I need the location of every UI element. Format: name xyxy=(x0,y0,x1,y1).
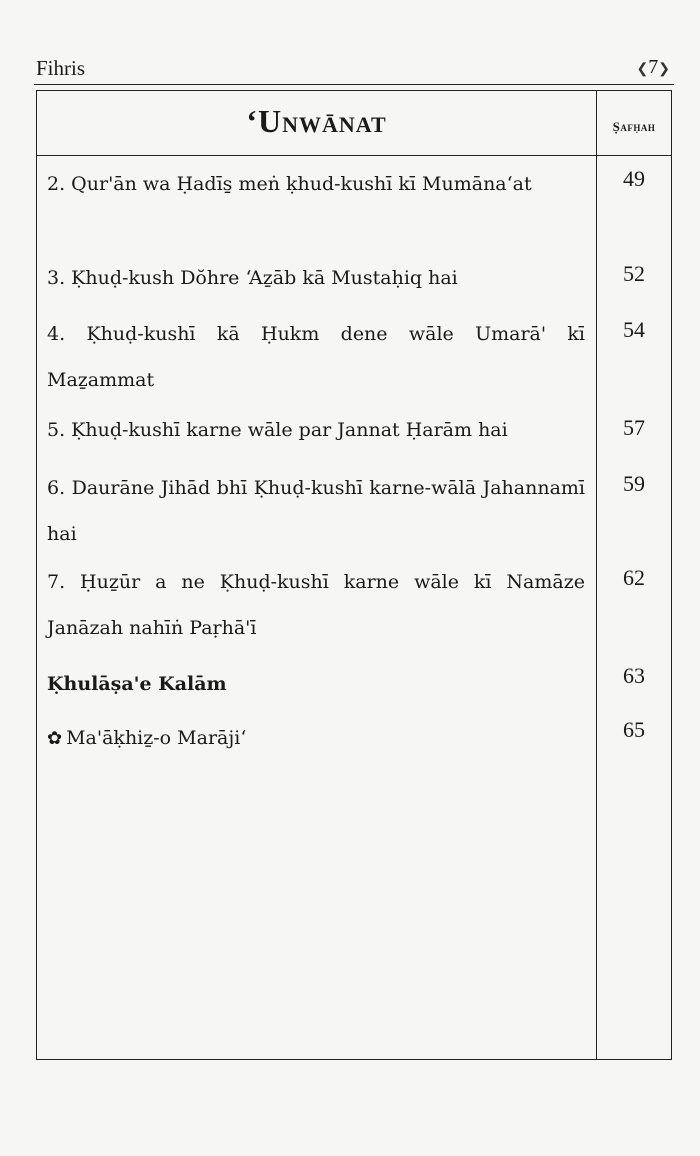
ornament-right-icon: ❯ xyxy=(658,62,670,77)
page-number-value: 7 xyxy=(648,56,659,78)
header-row-divider xyxy=(37,155,671,156)
flower-icon: ✿ xyxy=(47,728,63,749)
toc-entry-page: 62 xyxy=(623,565,645,590)
column-header-page: Ṣafḥah xyxy=(612,119,656,134)
toc-entry-title: 3. Ḳhuḍ-kush Dŏhre ʻAẕāb kā Mustaḥiq hai xyxy=(47,267,458,289)
toc-entry-page: 52 xyxy=(623,261,645,286)
toc-entry-page: 65 xyxy=(623,717,645,742)
toc-entry-title: 6. Daurāne Jihād bhī Ḳhuḍ-kushī karne-wālā Jahannamī hai xyxy=(47,477,585,545)
toc-entry-title: 2. Qur'ān wa Ḥadīs̱ meṅ ḳhud-kushī kī Mumānaʻat xyxy=(47,173,532,195)
column-header-topics: ʻUnwānat xyxy=(246,103,387,139)
ornament-left-icon: ❮ xyxy=(636,62,649,77)
table-of-contents xyxy=(36,90,672,1060)
toc-entry-label: Ma'āḳhiẕ-o Marājiʻ xyxy=(66,727,247,749)
toc-entry-page: 57 xyxy=(623,415,645,440)
toc-entry-page: 59 xyxy=(623,471,645,496)
toc-entry-page: 49 xyxy=(623,166,645,191)
header-divider xyxy=(34,84,674,85)
toc-entry-title: 5. Ḳhuḍ-kushī karne wāle par Jannat Ḥarām hai xyxy=(47,419,508,441)
running-title: Fihris xyxy=(36,56,86,80)
page-number xyxy=(637,56,670,79)
running-head xyxy=(36,56,670,84)
toc-entry-title: Ḳhulāṣa'e Kalām xyxy=(47,673,227,695)
toc-entry-title: 4. Ḳhuḍ-kushī kā Ḥukm dene wāle Umarā' kī Maẕammat xyxy=(47,323,585,391)
toc-entry-title: 7. Ḥuẕūr a ne Ḳhuḍ-kushī karne wāle kī Namāze Janāzah nahīṅ Paṛhā'ī xyxy=(47,571,585,639)
toc-entry-title xyxy=(47,715,585,762)
toc-entry-page: 54 xyxy=(623,317,645,342)
toc-entry-page: 63 xyxy=(623,663,645,688)
